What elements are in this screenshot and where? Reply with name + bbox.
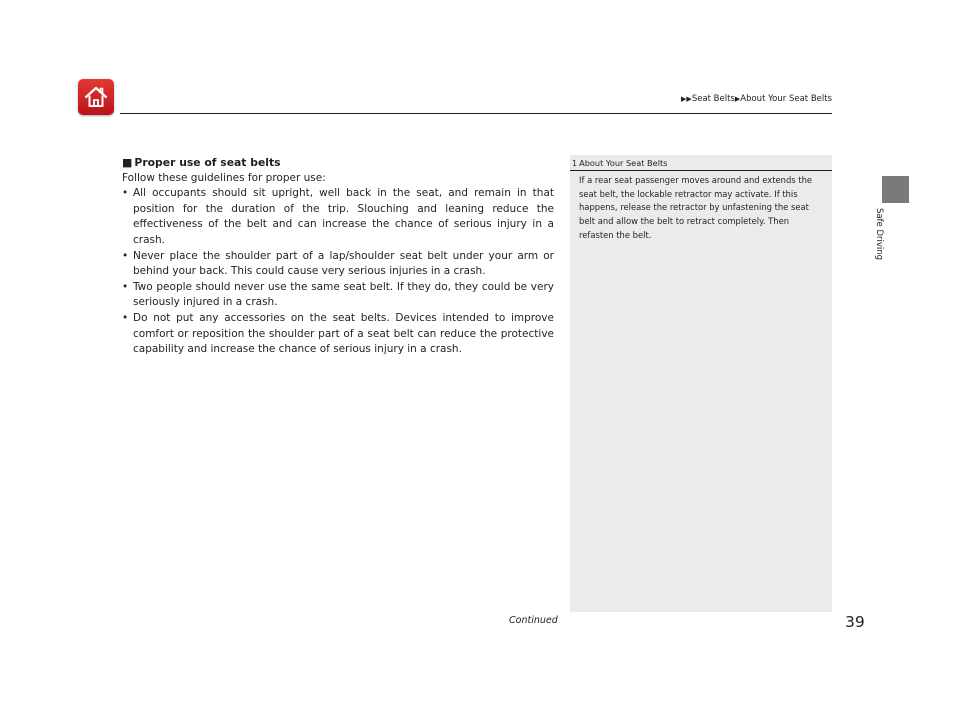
- list-item: • Two people should never use the same seat belt. If they do, they could be very seriously injured in a crash.: [122, 280, 554, 311]
- sidebar-body: If a rear seat passenger moves around and extends the seat belt, the lockable retractor may activate. If this happens, release the retractor by unfastening the seat belt and allow the belt to retract completely. Then refasten the belt.: [579, 175, 813, 240]
- list-item: • Never place the shoulder part of a lap/shoulder seat belt under your arm or behind your back. This could cause very serious injuries in a crash.: [122, 249, 554, 280]
- main-content: [122, 155, 554, 358]
- guidelines-list: [122, 186, 554, 358]
- page-number: 39: [845, 613, 865, 631]
- header-divider: [120, 113, 832, 114]
- section-tab-marker: [882, 176, 909, 203]
- section-tab[interactable]: [871, 204, 887, 270]
- breadcrumb-marker: ▶▶: [681, 95, 692, 103]
- reference-marker-icon: 1: [572, 159, 578, 168]
- section-tab-label: Safe Driving: [874, 207, 884, 261]
- breadcrumb: [681, 94, 832, 104]
- list-item: • All occupants should sit upright, well back in the seat, and remain in that position for the duration of the trip. Slouching and leaning reduce the effectiveness of the belt and can increase the chance of serious injury in a crash.: [122, 186, 554, 248]
- breadcrumb-separator: ▶: [734, 95, 741, 103]
- sidebar-note: [570, 155, 832, 612]
- home-button[interactable]: [78, 79, 114, 115]
- list-item: • Do not put any accessories on the seat belts. Devices intended to improve comfort or reposition the shoulder part of a seat belt can reduce the protective capability and increase the chance of serious injury in a crash.: [122, 311, 554, 358]
- heading-text: Proper use of seat belts: [134, 156, 281, 169]
- breadcrumb-item-seat-belts[interactable]: Seat Belts: [691, 94, 735, 104]
- section-heading: [122, 155, 554, 171]
- heading-square-icon: ■: [122, 156, 133, 169]
- breadcrumb-item-about-seat-belts[interactable]: About Your Seat Belts: [740, 94, 832, 104]
- sidebar-title-text[interactable]: About Your Seat Belts: [579, 158, 668, 168]
- sidebar-title: [570, 155, 832, 171]
- continued-label: Continued: [509, 615, 558, 626]
- intro-text: Follow these guidelines for proper use:: [122, 171, 326, 184]
- home-icon: [83, 84, 109, 110]
